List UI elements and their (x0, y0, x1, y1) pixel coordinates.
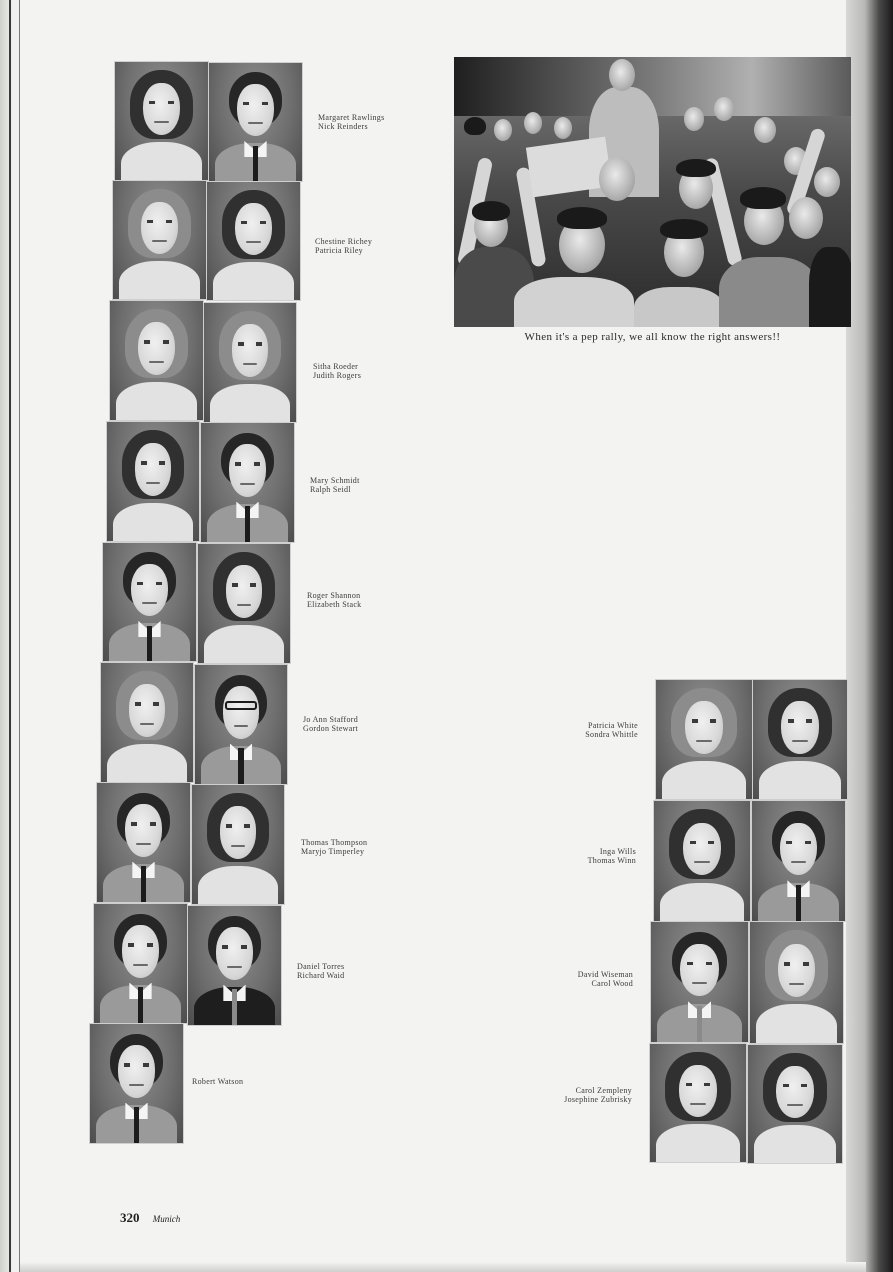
portrait-photo (200, 422, 295, 543)
student-name: Robert Watson (192, 1077, 244, 1086)
student-name: Sitha Roeder (313, 362, 359, 371)
student-names (313, 362, 361, 380)
portrait-photo (187, 905, 282, 1026)
portrait-photo (102, 542, 197, 662)
student-name: Carol Zempleny (575, 1086, 632, 1095)
book-title: Munich (152, 1214, 181, 1224)
student-name: Nick Reinders (318, 122, 368, 131)
student-name: Elizabeth Stack (307, 600, 362, 609)
portrait-photo (655, 679, 753, 800)
student-name: Judith Rogers (313, 371, 362, 380)
portrait-photo (106, 421, 200, 542)
student-names (315, 237, 372, 255)
portrait-photo (749, 921, 844, 1044)
student-name: Roger Shannon (307, 591, 361, 600)
page-number: 320 (120, 1210, 140, 1225)
student-name: Chestine Richey (315, 237, 373, 246)
portrait-photo (197, 543, 291, 664)
page-footer (120, 1210, 180, 1226)
student-names (558, 847, 636, 865)
portrait-photo (109, 300, 204, 421)
student-names (297, 962, 344, 980)
portrait-photo (203, 302, 297, 423)
portrait-photo (751, 800, 846, 922)
student-name: Richard Waid (297, 971, 345, 980)
student-name: Patricia Riley (315, 246, 363, 255)
student-name: David Wiseman (577, 970, 633, 979)
portrait-photo (752, 679, 848, 800)
page-bottom-shade (20, 1262, 866, 1272)
student-names (535, 1086, 632, 1104)
portrait-photo (650, 921, 749, 1043)
portrait-photo (100, 662, 194, 783)
student-names (318, 113, 385, 131)
student-name: Patricia White (587, 721, 638, 730)
portrait-photo (89, 1023, 184, 1144)
student-name: Gordon Stewart (303, 724, 359, 733)
student-name: Margaret Rawlings (318, 113, 385, 122)
student-name: Thomas Thompson (301, 838, 368, 847)
portrait-photo (96, 782, 191, 903)
student-names (555, 970, 633, 988)
portrait-photo (653, 800, 751, 922)
portrait-photo (194, 664, 288, 785)
student-names (301, 838, 367, 856)
student-name: Jo Ann Stafford (303, 715, 359, 724)
portrait-photo (112, 180, 207, 300)
spine-line (9, 0, 11, 1272)
student-names (192, 1077, 243, 1086)
student-name: Josephine Zubrisky (564, 1095, 632, 1104)
student-names (303, 715, 358, 733)
student-name: Thomas Winn (587, 856, 636, 865)
portrait-photo (93, 903, 188, 1024)
photo-caption: When it's a pep rally, we all know the right answers!! (524, 331, 781, 343)
student-name: Maryjo Timperley (301, 847, 365, 856)
student-name: Mary Schmidt (310, 476, 360, 485)
student-names (307, 591, 361, 609)
portrait-photo (114, 61, 209, 181)
portrait-photo (747, 1044, 843, 1164)
student-names (310, 476, 360, 494)
student-names (560, 721, 638, 739)
student-name: Daniel Torres (297, 962, 345, 971)
portrait-photo (191, 784, 285, 905)
student-name: Ralph Seidl (310, 485, 351, 494)
student-name: Carol Wood (591, 979, 633, 988)
page-edge (846, 0, 893, 1272)
student-name: Inga Wills (599, 847, 636, 856)
pep-rally-photo (454, 57, 851, 327)
portrait-photo (208, 62, 303, 182)
student-name: Sondra Whittle (585, 730, 638, 739)
portrait-photo (649, 1043, 747, 1163)
portrait-photo (206, 181, 301, 301)
